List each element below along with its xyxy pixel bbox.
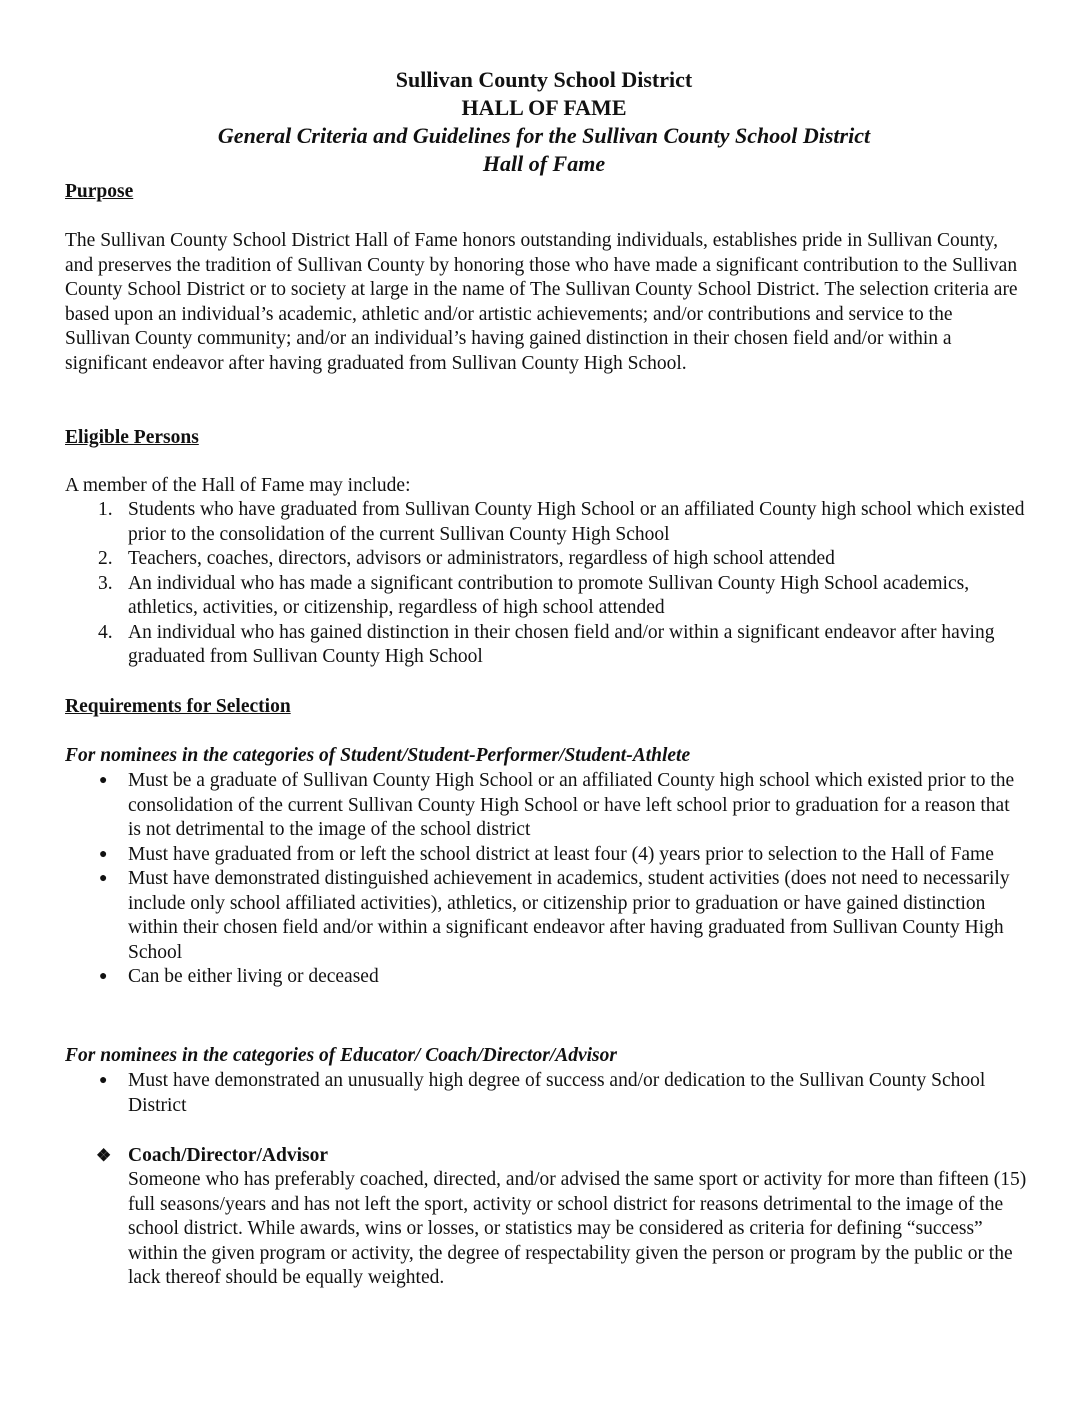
criteria-subtitle: General Criteria and Guidelines for the Sullivan County School District bbox=[217, 123, 871, 148]
student-requirements-list bbox=[65, 769, 1025, 990]
coach-director-advisor-heading bbox=[96, 1144, 328, 1169]
list-item bbox=[65, 572, 1025, 621]
purpose-heading: Purpose bbox=[65, 181, 134, 202]
list-number: 3. bbox=[98, 572, 113, 594]
bullet-icon: ● bbox=[99, 969, 108, 984]
bullet-icon: ● bbox=[99, 773, 108, 788]
list-item-text: Teachers, coaches, directors, advisors or administrators, regardless of high school attended bbox=[128, 548, 835, 569]
purpose-paragraph: The Sullivan County School District Hall of Fame honors outstanding individuals, establishes pride in Sullivan County, and preserves the tradition of Sullivan County by honoring those who have made a significant contribution to the Sullivan County School District or to society at large in the name of The Sullivan County School District. The selection criteria are based upon an individual’s academic, athletic and/or artistic achievements; and/or contributions and service to the Sullivan County community; and/or an individual’s having gained distinction in their chosen field and/or within a significant endeavor after having graduated from Sullivan County High School. bbox=[65, 230, 1018, 374]
requirements-heading: Requirements for Selection bbox=[65, 696, 291, 717]
list-number: 2. bbox=[98, 548, 113, 569]
list-number: 1. bbox=[98, 499, 113, 520]
list-item-text: An individual who has made a significant contribution to promote Sullivan County High School academics, athletics, activities, or citizenship, regardless of high school attended bbox=[128, 572, 970, 618]
coach-paragraph: Someone who has preferably coached, directed, and/or advised the same sport or activity for more than fifteen (15) full seasons/years and has not left the sport, activity or school district for reasons detrimental to the image of the school district. While awards, wins or losses, or statistics may be considered as criteria for defining “success” within the given program or activity, the degree of respectability given the person or program by the public or the lack thereof should be equally weighted. bbox=[128, 1169, 1027, 1288]
bullet-icon: ● bbox=[99, 846, 108, 862]
list-item bbox=[65, 1069, 1025, 1118]
bullet-icon: ● bbox=[99, 871, 108, 886]
list-item bbox=[65, 965, 1025, 990]
list-item-text: Students who have graduated from Sullivan County High School or an affiliated County high school which existed prior to the consolidation of the current Sullivan County High School bbox=[128, 499, 1025, 545]
list-item bbox=[65, 547, 1025, 572]
student-category-subheading: For nominees in the categories of Student/Student-Performer/Student-Athlete bbox=[65, 745, 691, 766]
educator-category-subheading: For nominees in the categories of Educator/ Coach/Director/Advisor bbox=[65, 1045, 617, 1066]
list-item bbox=[65, 843, 1025, 868]
district-title: Sullivan County School District bbox=[395, 67, 693, 92]
list-item bbox=[65, 769, 1025, 843]
diamond-bullet-icon: ❖ bbox=[96, 1146, 112, 1165]
list-item-text: Must have demonstrated an unusually high degree of success and/or dedication to the Sullivan County School District bbox=[128, 1070, 986, 1116]
list-item-text: Must be a graduate of Sullivan County High School or an affiliated County high school which existed prior to the consolidation of the current Sullivan County High School or have left school prior to graduation for a reason that is not detrimental to the image of the school district bbox=[128, 770, 1015, 840]
list-item-text: Must have demonstrated distinguished achievement in academics, student activities (does not need to necessarily include only school affiliated activities), athletics, or citizenship prior to graduation or have gained distinction within their chosen field and/or within a significant endeavor after having graduated from Sullivan County High School bbox=[128, 868, 1010, 963]
eligible-intro: A member of the Hall of Fame may include: bbox=[65, 475, 411, 496]
educator-requirements-list bbox=[65, 1069, 1025, 1118]
bullet-icon: ● bbox=[99, 1073, 108, 1088]
list-item bbox=[65, 621, 1025, 670]
list-item bbox=[65, 498, 1025, 547]
list-item-text: Can be either living or deceased bbox=[128, 966, 379, 987]
document-title-block bbox=[64, 66, 1024, 178]
list-item-text: An individual who has gained distinction in their chosen field and/or within a significant endeavor after having graduated from Sullivan County High School bbox=[128, 621, 995, 667]
hall-of-fame-subtitle: Hall of Fame bbox=[482, 151, 606, 176]
eligible-list bbox=[65, 498, 1025, 670]
list-item-text: Must have graduated from or left the school district at least four (4) years prior to selection to the Hall of Fame bbox=[128, 843, 994, 865]
list-item bbox=[65, 867, 1025, 965]
coach-heading-label: Coach/Director/Advisor bbox=[128, 1145, 329, 1166]
hall-of-fame-title: HALL OF FAME bbox=[461, 95, 627, 120]
eligible-persons-heading: Eligible Persons bbox=[65, 427, 199, 448]
list-number: 4. bbox=[98, 621, 113, 643]
